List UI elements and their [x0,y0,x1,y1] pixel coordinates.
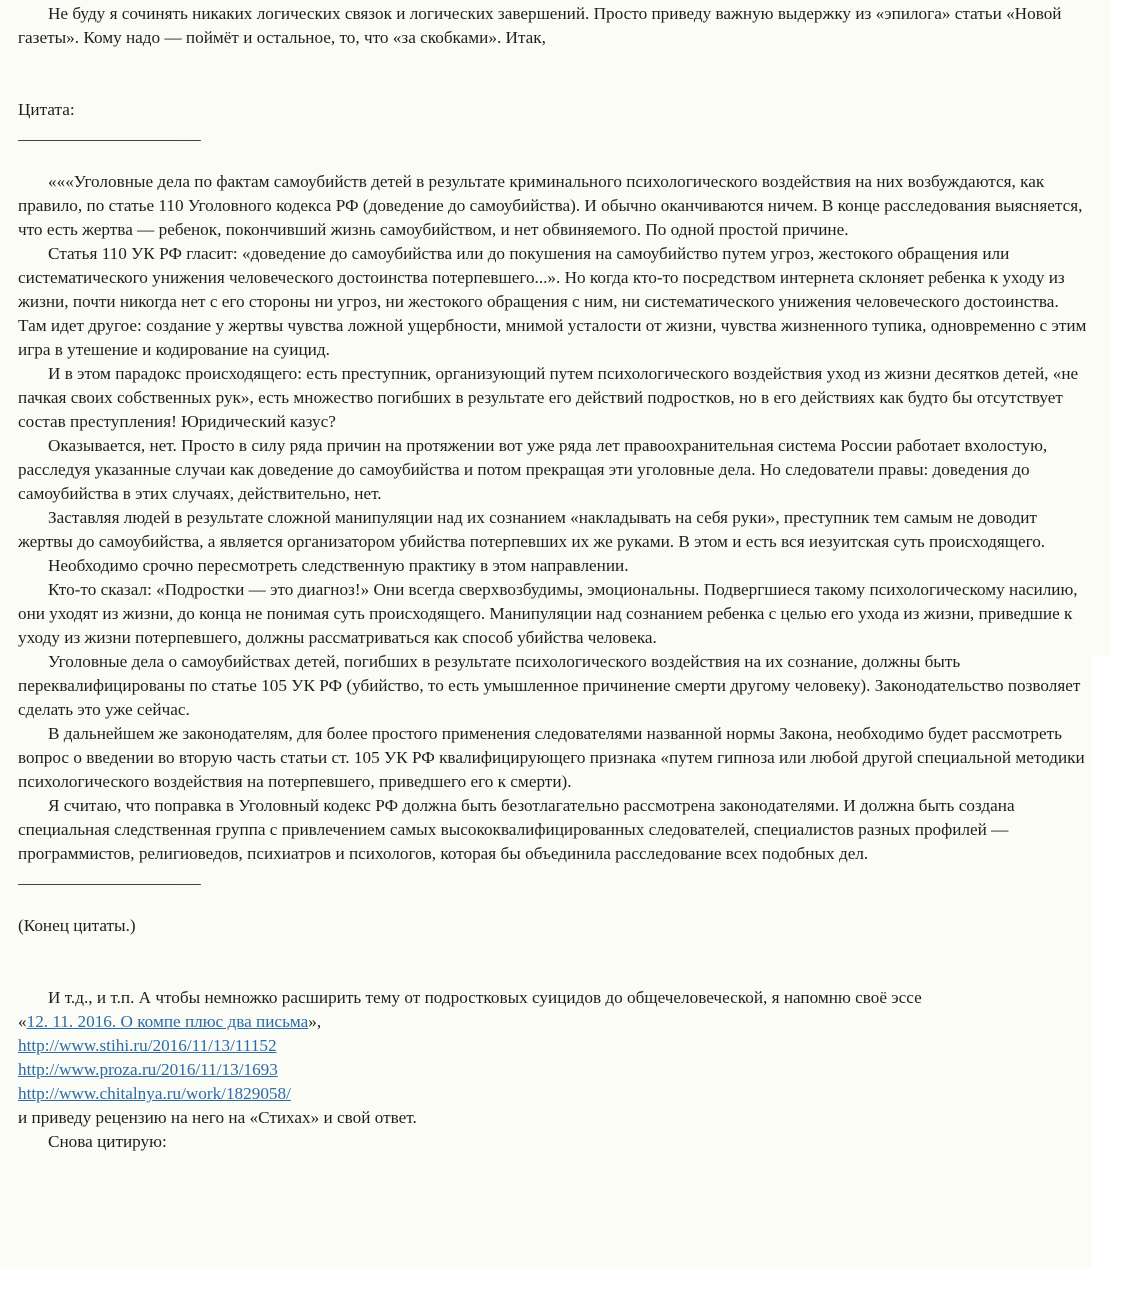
link-proza[interactable]: http://www.proza.ru/2016/11/13/1693 [18,1060,278,1079]
again-quote-line: Снова цитирую: [48,1132,167,1151]
document-body [18,2,1088,1154]
closing-paragraph: И т.д., и т.п. А чтобы немножко расширить тему от подростковых суицидов до общечеловеческой, я напомню своё эссе [48,988,922,1007]
essay-quote-close: », [308,1012,322,1031]
spacer [18,146,1088,170]
quote-paragraph: Статья 110 УК РФ гласит: «доведение до самоубийства или до покушения на самоубийство путем угроз, жестокого обращения или систематического унижения человеческого достоинства потерпевшего...». Но когда кто-то посредством интернета склоняет ребенка к уходу из жизни, почти никогда нет с его стороны ни угроз, ни жестокого обращения с ним, ни систематического унижения человеческого достоинства. Там идет другое: создание у жертвы чувства ложной ущербности, мнимой усталости от жизни, чувства жизненного тупика, одновременно с этим игра в утешение и кодирование на суицид. [18,244,1087,359]
review-line: и приведу рецензию на него на «Стихах» и свой ответ. [18,1108,417,1127]
quote-paragraph: Оказывается, нет. Просто в силу ряда причин на протяжении вот уже ряда лет правоохранительная система России работает вхолостую, расследуя указанные случаи как доведение до самоубийства и потом прекращая эти уголовные дела. Но следователи правы: доведения до самоубийства в этих случаях, действительно, нет. [18,436,1048,503]
link-chitalnya[interactable]: http://www.chitalnya.ru/work/1829058/ [18,1084,291,1103]
quote-start-separator: ______________________ [18,124,201,143]
quote-label: Цитата: [18,100,75,119]
quote-paragraph: Я считаю, что поправка в Уголовный кодекс РФ должна быть безотлагательно рассмотрена законодателями. И должна быть создана специальная следственная группа с привлечением самых высококвалифицированных следователей, специалистов разных профилей — программистов, религиоведов, психиатров и психологов, которая бы объединила расследование всех подобных дел. [18,796,1015,863]
quote-paragraph: Уголовные дела о самоубийствах детей, погибших в результате психологического воздействия на их сознание, должны быть переквалифицированы по статье 105 УК РФ (убийство, то есть умышленное причинение смерти другому человеку). Законодательство позволяет сделать это уже сейчас. [18,652,1081,719]
essay-quote-open: « [18,1012,27,1031]
link-stihi[interactable]: http://www.stihi.ru/2016/11/13/11152 [18,1036,277,1055]
quote-paragraph: И в этом парадокс происходящего: есть преступник, организующий путем психологического воздействия уход из жизни десятков детей, «не пачкая своих собственных рук», есть множество погибших в результате его действий подростков, но в его действиях как будто бы отсутствует состав преступления! Юридический казус? [18,364,1079,431]
spacer [18,890,1088,914]
essay-reference [18,1010,1088,1034]
essay-link[interactable]: 12. 11. 2016. О компе плюс два письма [26,1012,309,1031]
quote-paragraph: В дальнейшем же законодателям, для более простого применения следователями названной нормы Закона, необходимо будет рассмотреть вопрос о введении во вторую часть статьи ст. 105 УК РФ квалифицирующего признака «путем гипноза или любой другой специальной методики психологического воздействия на потерпевшего, приведшего его к смерти). [18,724,1085,791]
quote-paragraph: Заставляя людей в результате сложной манипуляции над их сознанием «накладывать на себя руки», преступник тем самым не доводит жертвы до самоубийства, а является организатором убийства потерпевших их же руками. В этом и есть вся иезуитская суть происходящего. [18,508,1046,551]
spacer [18,50,1088,98]
quote-end-separator: ______________________ [18,868,201,887]
spacer [18,938,1088,986]
quote-end-label: (Конец цитаты.) [18,916,136,935]
quote-paragraph: Кто-то сказал: «Подростки — это диагноз!» Они всегда сверхвозбудимы, эмоциональны. Подвергшиеся такому психологическому насилию, они уходят из жизни, до конца не понимая суть происходящего. Манипуляции над сознанием ребенка с целью его ухода из жизни, приведшие к уходу из жизни потерпевшего, должны рассматриваться как способ убийства человека. [18,580,1078,647]
intro-paragraph: Не буду я сочинять никаких логических связок и логических завершений. Просто приведу важную выдержку из «эпилога» статьи «Новой газеты». Кому надо — поймёт и остальное, то, что «за скобками». Итак, [18,4,1062,47]
quote-paragraph: «««Уголовные дела по фактам самоубийств детей в результате криминального психологического воздействия на них возбуждаются, как правило, по статье 110 Уголовного кодекса РФ (доведение до самоубийства). И обычно оканчиваются ничем. В конце расследования выясняется, что есть жертва — ребенок, покончивший жизнь самоубийством, и нет обвиняемого. По одной простой причине. [18,172,1083,239]
quote-paragraph: Необходимо срочно пересмотреть следственную практику в этом направлении. [48,556,629,575]
